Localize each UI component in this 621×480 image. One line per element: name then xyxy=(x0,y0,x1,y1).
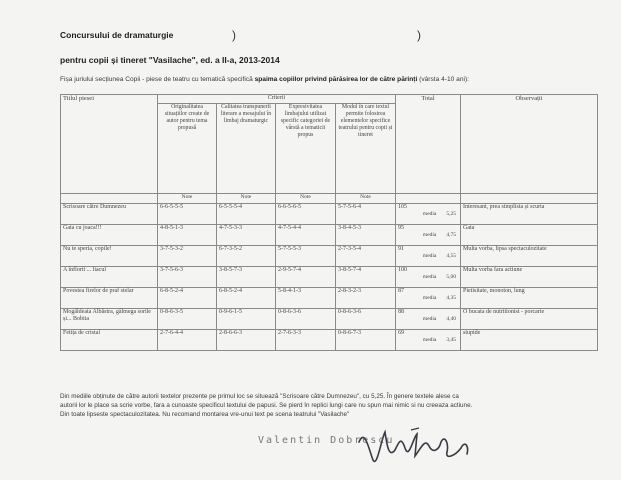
total-value: 69 xyxy=(398,330,404,336)
table-row xyxy=(61,246,598,267)
average-value: 4,40 xyxy=(446,316,456,323)
observation: Pietisitate, monoton, lung xyxy=(461,288,598,309)
average-line xyxy=(398,316,458,323)
score-criterion-1: 2-7-6-4-4 xyxy=(158,330,217,351)
section-age-range: (vârsta 4-10 ani): xyxy=(417,76,469,83)
table-row xyxy=(61,225,598,246)
conclusion-line-3: Din toate lipseste spectaculozitatea. Nu recomand montarea vre-unui text pe scena teatrului "Vasilache" xyxy=(60,411,350,418)
average-value: 4,35 xyxy=(446,295,456,302)
column-header-total: Total xyxy=(396,95,461,194)
score-criterion-4: 0-8-6-7-3 xyxy=(336,330,396,351)
note-label: Note xyxy=(276,194,336,204)
total-value: 88 xyxy=(398,309,404,315)
average-label: media xyxy=(422,211,437,218)
criterion-header: Modul în care textul permite folosirea elementelor specifice teatrului pentru copii și tineret xyxy=(336,104,396,194)
table-row xyxy=(61,267,598,288)
score-criterion-2: 0-9-6-1-5 xyxy=(217,309,276,330)
jury-scores-table xyxy=(60,94,598,351)
score-criterion-2: 6-8-5-2-4 xyxy=(217,288,276,309)
average-line xyxy=(398,337,458,344)
play-title: Fetița de cristal xyxy=(61,330,158,351)
observation: Gata xyxy=(461,225,598,246)
contest-title: Concursului de dramaturgie xyxy=(60,30,174,40)
note-row-spacer xyxy=(396,194,461,204)
conclusion-line-1: Din mediile obținute de către autorii textelor prezente pe primul loc se situează "Scrisoare către Dumnezeu", cu 5,25. În genere textele alese ca xyxy=(60,393,459,400)
observation: Multa vorba fara actiune xyxy=(461,267,598,288)
note-label: Note xyxy=(217,194,276,204)
note-row-spacer xyxy=(461,194,598,204)
table-row xyxy=(61,330,598,351)
score-criterion-1: 4-8-5-1-3 xyxy=(158,225,217,246)
handwritten-signature xyxy=(355,420,475,470)
score-criterion-3: 0-8-6-3-6 xyxy=(276,309,336,330)
note-label: Note xyxy=(336,194,396,204)
average-value: 5,00 xyxy=(446,274,456,281)
total-cell xyxy=(396,204,461,225)
score-criterion-2: 6-5-5-5-4 xyxy=(217,204,276,225)
table-row xyxy=(61,288,598,309)
signer-name: Valentin Dobrescu xyxy=(258,435,395,446)
average-label: media xyxy=(422,316,437,323)
table-row xyxy=(61,204,598,225)
score-criterion-3: 6-6-5-6-5 xyxy=(276,204,336,225)
score-criterion-1: 0-8-6-3-5 xyxy=(158,309,217,330)
play-title: Gata cu joaca!!! xyxy=(61,225,158,246)
observation: Interesant, prea simplista și scurta xyxy=(461,204,598,225)
average-line xyxy=(398,274,458,281)
handwritten-mark: ) xyxy=(232,28,236,42)
average-label: media xyxy=(422,337,437,344)
observation: Multa vorba, lipsa spectaculozitate xyxy=(461,246,598,267)
column-header-title: Titlul piesei xyxy=(61,95,158,194)
average-line xyxy=(398,211,458,218)
score-criterion-3: 2-7-6-3-3 xyxy=(276,330,336,351)
score-criterion-3: 5-7-5-5-3 xyxy=(276,246,336,267)
score-criterion-2: 3-8-5-7-3 xyxy=(217,267,276,288)
average-label: media xyxy=(422,232,437,239)
criterion-header: Expresivitatea limbajului utilizat specific categoriei de vârstă a tematicii propus xyxy=(276,104,336,194)
score-criterion-2: 4-7-5-3-3 xyxy=(217,225,276,246)
score-criterion-3: 4-7-5-4-4 xyxy=(276,225,336,246)
score-criterion-1: 3-7-5-3-2 xyxy=(158,246,217,267)
conclusion-line-2: autorii lor le place sa scrie vorbe, fara a cunoaste specificul textului de papusi. Se pierd în replici lungi care nu spun mai nimic si nu creeaza actiune. xyxy=(60,402,473,409)
table-row xyxy=(61,309,598,330)
average-value: 4,55 xyxy=(446,253,456,260)
score-criterion-4: 3-8-5-7-4 xyxy=(336,267,396,288)
play-title: A înflorit ... liacul xyxy=(61,267,158,288)
score-criterion-4: 2-8-3-2-3 xyxy=(336,288,396,309)
score-criterion-2: 2-8-6-6-3 xyxy=(217,330,276,351)
total-value: 87 xyxy=(398,288,404,294)
score-criterion-1: 6-8-5-2-4 xyxy=(158,288,217,309)
score-criterion-3: 2-9-5-7-4 xyxy=(276,267,336,288)
section-theme: spaima copiilor privind părăsirea lor de către părinți xyxy=(254,76,418,83)
score-criterion-4: 3-8-4-5-3 xyxy=(336,225,396,246)
score-criterion-1: 3-7-5-6-3 xyxy=(158,267,217,288)
score-criterion-4: 0-8-6-3-6 xyxy=(336,309,396,330)
total-value: 100 xyxy=(398,267,407,273)
observation: stupide xyxy=(461,330,598,351)
play-title: Mogâldeata Albăstra, gâlmega sorile și... Bobita xyxy=(61,309,158,330)
total-cell xyxy=(396,288,461,309)
score-criterion-4: 5-7-5-6-4 xyxy=(336,204,396,225)
play-title: Povestea firelor de praf stelar xyxy=(61,288,158,309)
play-title: Nu te speria, copile! xyxy=(61,246,158,267)
total-cell xyxy=(396,309,461,330)
total-value: 95 xyxy=(398,225,404,231)
observation: O bucata de nutritionist - porcarie xyxy=(461,309,598,330)
average-line xyxy=(398,295,458,302)
criterion-header: Calitatea transpunerii literare a mesajului în limbaj dramaturgic xyxy=(217,104,276,194)
average-label: media xyxy=(422,295,437,302)
total-value: 91 xyxy=(398,246,404,252)
total-cell xyxy=(396,246,461,267)
average-value: 4,75 xyxy=(446,232,456,239)
score-criterion-3: 5-8-4-1-3 xyxy=(276,288,336,309)
average-line xyxy=(398,232,458,239)
average-label: media xyxy=(422,274,437,281)
criteria-header: Criterii xyxy=(158,95,396,104)
play-title: Scrisoare către Dumnezeu xyxy=(61,204,158,225)
score-criterion-2: 6-7-3-5-2 xyxy=(217,246,276,267)
criterion-header: Originalitatea situațiilor create de autor pentru tema propusă xyxy=(158,104,217,194)
average-label: media xyxy=(422,253,437,260)
average-value: 5,25 xyxy=(446,211,456,218)
note-row-spacer xyxy=(61,194,158,204)
section-description-prefix: Fișa juriului secțiunea Copii - piese de teatru cu tematică specifică xyxy=(60,76,255,83)
section-description xyxy=(60,76,469,83)
total-value: 105 xyxy=(398,204,407,210)
total-cell xyxy=(396,330,461,351)
note-label: Note xyxy=(158,194,217,204)
total-cell xyxy=(396,225,461,246)
score-criterion-1: 6-6-5-5-5 xyxy=(158,204,217,225)
total-cell xyxy=(396,267,461,288)
score-criterion-4: 2-7-3-5-4 xyxy=(336,246,396,267)
average-value: 3,45 xyxy=(446,337,456,344)
contest-subtitle: pentru copii și tineret "Vasilache", ed. a II-a, 2013-2014 xyxy=(60,55,280,65)
average-line xyxy=(398,253,458,260)
handwritten-mark: ) xyxy=(417,28,421,42)
column-header-observations: Observații xyxy=(461,95,598,194)
